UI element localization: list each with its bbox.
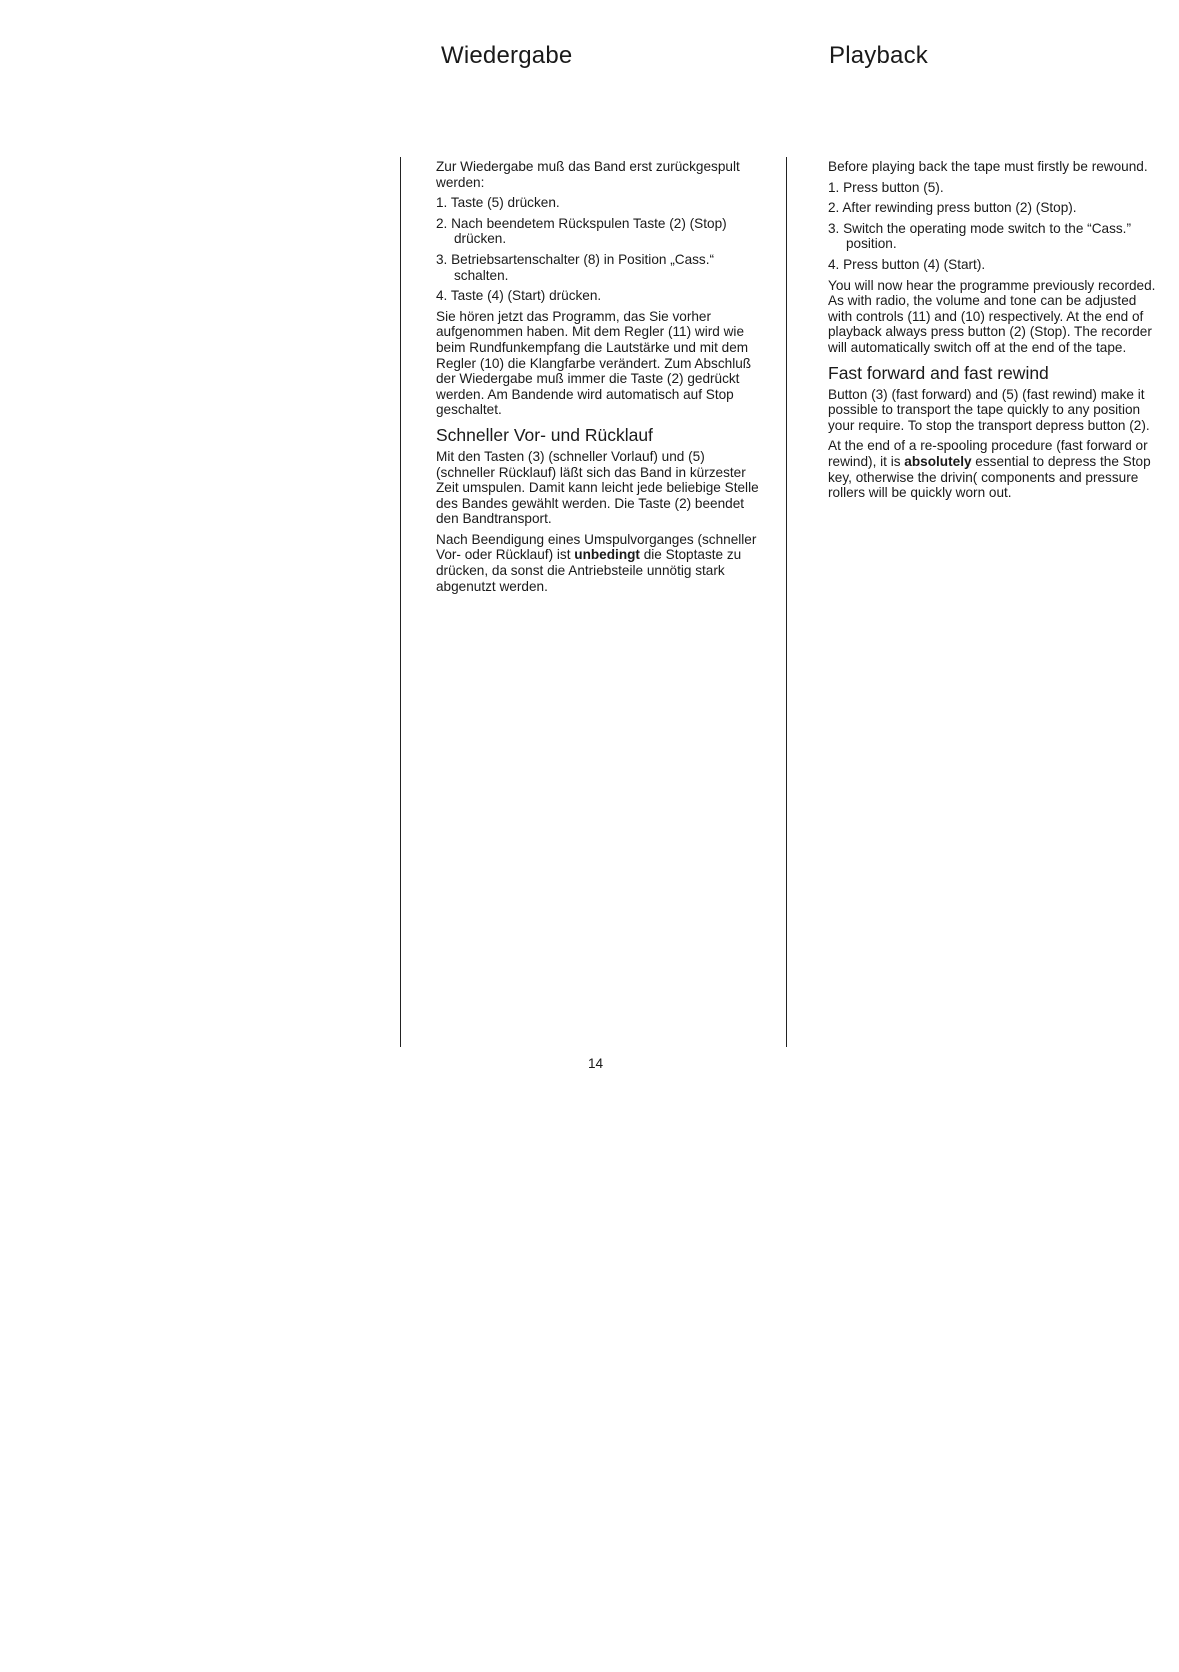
english-column	[828, 159, 1164, 506]
steps-list	[436, 195, 764, 304]
list-item: 4. Press button (4) (Start).	[828, 256, 986, 272]
emphasis-text: absolutely	[904, 453, 972, 469]
list-item: 1. Press button (5).	[828, 179, 944, 195]
section-heading: Fast forward and fast rewind	[828, 362, 1049, 383]
warning-text-end: essential to depress the Stop key, otherwise the drivin( components and pressure rollers will be quickly worn out.	[828, 453, 1151, 501]
list-item: 3. Switch the operating mode switch to the “Cass.” position.	[828, 220, 1131, 252]
emphasis-text: unbedingt	[574, 547, 640, 563]
playback-paragraph: You will now hear the programme previously recorded. As with radio, the volume and tone can be adjusted with controls (11) and (10) respectively. At the end of playback always press button (2) (Stop). The recorder will automatically switch off at the end of the tape.	[828, 277, 1156, 355]
warning-paragraph	[828, 438, 1164, 500]
intro-text: Before playing back the tape must firstly be rewound.	[828, 159, 1148, 174]
list-item: 3. Betriebsartenschalter (8) in Position „Cass.“ schalten.	[436, 251, 715, 283]
list-item: 1. Taste (5) drücken.	[436, 195, 560, 211]
fast-wind-paragraph: Mit den Tasten (3) (schneller Vorlauf) und (5) (schneller Rücklauf) läßt sich das Band in kürzester Zeit umspulen. Damit kann leicht jede beliebige Stelle des Bandes gewählt werden. Die Taste (2) beendet den Bandtransport.	[436, 448, 759, 527]
german-column	[436, 159, 764, 599]
section-heading: Schneller Vor- und Rücklauf	[436, 424, 653, 445]
page-title-german: Wiedergabe	[441, 42, 573, 69]
warning-text-start: Nach Beendigung eines Umspulvorganges (schneller Vor- oder Rücklauf) ist	[436, 531, 757, 563]
page-number: 14	[588, 1056, 604, 1071]
page-title-english: Playback	[829, 42, 928, 69]
list-item: 4. Taste (4) (Start) drücken.	[436, 288, 602, 304]
column-divider-right	[786, 157, 787, 1047]
steps-list	[828, 180, 1164, 273]
warning-text-start: At the end of a re-spooling procedure (fast forward or rewind), it is	[828, 438, 1148, 469]
warning-text-end: die Stoptaste zu drücken, da sonst die Antriebsteile unnötig stark abgenutzt werden.	[436, 547, 742, 594]
intro-text: Zur Wiedergabe muß das Band erst zurückgespult werden:	[436, 159, 740, 190]
fast-wind-paragraph: Button (3) (fast forward) and (5) (fast rewind) make it possible to transport the tape quickly to any position your require. To stop the transport depress button (2).	[828, 386, 1150, 433]
playback-paragraph: Sie hören jetzt das Programm, das Sie vorher aufgenommen haben. Mit dem Regler (11) wird wie beim Rundfunkempfang die Lautstärke und mit dem Regler (10) die Klangfarbe verändert. Zum Abschluß der Wiedergabe muß immer die Taste (2) gedrückt werden. Am Bandende wird automatisch auf Stop geschaltet.	[436, 308, 752, 418]
column-divider-left	[400, 157, 401, 1047]
list-item: 2. After rewinding press button (2) (Stop).	[828, 200, 1077, 216]
warning-paragraph	[436, 532, 764, 594]
list-item: 2. Nach beendetem Rückspulen Taste (2) (Stop) drücken.	[436, 215, 727, 247]
